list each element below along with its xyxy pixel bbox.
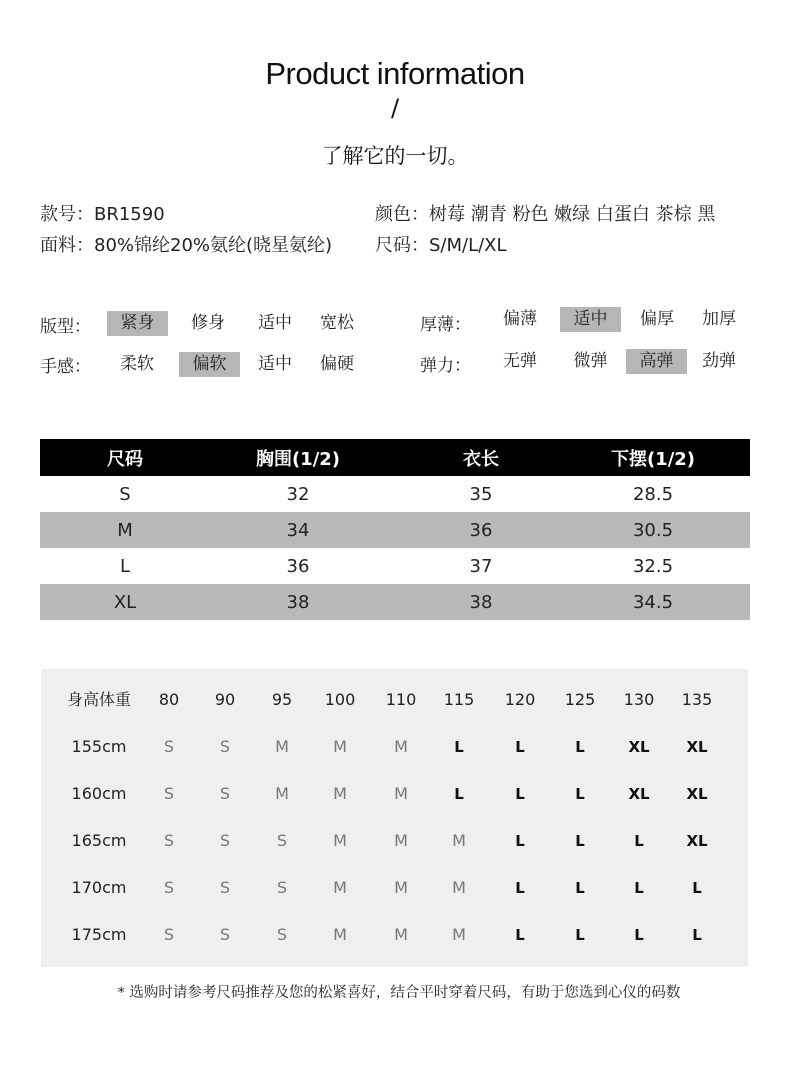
elasticity-label: 弹力： [420,356,471,376]
recommended-size: M [275,784,289,803]
recommended-size: S [163,878,175,897]
elasticity-option: 高弹 [626,349,687,374]
thickness-option: 加厚 [702,309,736,329]
recommended-size: M [452,831,466,850]
recommended-size: L [515,879,525,897]
weight-header: 90 [214,690,236,709]
recommended-size: M [452,925,466,944]
recommended-size: L [515,738,525,756]
table-row [40,512,750,548]
cell-size: L [119,555,131,577]
recommended-size: L [454,738,464,756]
recommended-size: S [276,878,288,897]
height-label: 155cm [71,737,127,756]
feel-option: 柔软 [120,354,154,374]
recommended-size: M [394,878,408,897]
header-size: 尺码 [107,448,143,470]
thickness-option: 偏厚 [640,309,674,329]
recommended-size: M [452,878,466,897]
header-hem: 下摆(1/2) [610,448,696,470]
thickness-label: 厚薄： [420,315,471,335]
weight-header: 115 [443,690,475,709]
cell-size: M [117,519,133,541]
recommended-size: S [219,878,231,897]
table-row [40,584,750,620]
weight-header: 80 [158,690,180,709]
cell-hem: 28.5 [632,483,674,505]
height-weight-label: 身高体重 [66,690,131,709]
weight-header: 100 [324,690,356,709]
recommended-size: M [394,831,408,850]
size-table-header [40,439,750,476]
header-chest: 胸围(1/2) [255,448,341,470]
feel-option: 适中 [258,354,292,374]
recommended-size: S [276,831,288,850]
recommended-size: M [333,831,347,850]
title-divider: / [390,94,400,122]
fit-option: 适中 [258,313,292,333]
recommended-size: M [333,784,347,803]
elasticity-option: 劲弹 [702,351,736,371]
recommended-size: M [333,878,347,897]
elasticity-option: 无弹 [503,351,537,371]
page-title: Product information [265,56,525,91]
recommended-size: M [333,737,347,756]
color-info: 颜色：树莓 潮青 粉色 嫩绿 白蛋白 茶棕 黑 [375,204,716,225]
height-label: 165cm [71,831,127,850]
cell-length: 37 [469,555,493,577]
table-row [41,873,748,903]
recommended-size: L [692,879,702,897]
recommended-size: L [515,832,525,850]
weight-header: 120 [504,690,536,709]
fabric-info: 面料：80%锦纶20%氨纶(晓星氨纶) [40,235,333,256]
recommended-size: S [163,737,175,756]
table-row [41,779,748,809]
recommended-size: S [219,925,231,944]
cell-hem: 32.5 [632,555,674,577]
cell-length: 36 [469,519,493,541]
recommended-size: XL [628,785,650,803]
recommended-size: L [575,785,585,803]
cell-chest: 32 [286,483,310,505]
recommended-size: S [219,831,231,850]
recommended-size: L [575,832,585,850]
elasticity-option: 微弹 [573,351,608,371]
recommended-size: S [163,784,175,803]
recommended-size: L [454,785,464,803]
cell-chest: 34 [286,519,310,541]
recommended-size: XL [686,832,708,850]
cell-size: XL [113,591,137,613]
recommended-size: L [515,785,525,803]
cell-length: 38 [469,591,493,613]
recommended-size: M [333,925,347,944]
cell-size: S [119,483,131,505]
fit-option: 修身 [191,313,225,333]
cell-length: 35 [469,483,493,505]
height-label: 170cm [71,878,127,897]
cell-hem: 34.5 [632,591,674,613]
thickness-option: 偏薄 [503,309,537,329]
size-table [40,439,750,620]
weight-header: 125 [564,690,596,709]
size-recommendation-grid [41,669,748,967]
recommended-size: L [634,926,644,944]
weight-header: 135 [681,690,713,709]
recommended-size: XL [686,785,708,803]
cell-chest: 36 [286,555,310,577]
recommended-size: L [634,832,644,850]
recommended-size: XL [686,738,708,756]
recommended-size: M [394,784,408,803]
table-row [41,826,748,856]
feel-option: 偏硬 [320,354,354,374]
footnote: * 选购时请参考尺码推荐及您的松紧喜好，结合平时穿着尺码，有助于您选到心仪的码数 [117,985,681,1001]
recommended-size: S [163,925,175,944]
style-number: 款号：BR1590 [40,204,165,225]
recommendation-header-row [41,685,748,715]
recommended-size: M [275,737,289,756]
height-label: 175cm [71,925,127,944]
table-row [40,548,750,584]
feel-option: 偏软 [179,352,240,377]
feel-label: 手感： [40,357,91,377]
table-row [40,476,750,512]
size-info: 尺码：S/M/L/XL [375,235,507,256]
weight-header: 95 [271,690,293,709]
recommended-size: L [634,879,644,897]
recommended-size: M [394,925,408,944]
cell-chest: 38 [286,591,310,613]
recommended-size: S [219,784,231,803]
recommended-size: L [692,926,702,944]
thickness-option: 适中 [560,307,621,332]
recommended-size: L [515,926,525,944]
weight-header: 110 [385,690,417,709]
recommended-size: S [219,737,231,756]
fit-option: 紧身 [107,311,168,336]
header-length: 衣长 [463,448,499,470]
weight-header: 130 [623,690,655,709]
table-row [41,920,748,950]
fit-option: 宽松 [320,313,354,333]
recommended-size: L [575,738,585,756]
page-subtitle: 了解它的一切。 [321,144,469,168]
table-row [41,732,748,762]
recommended-size: S [276,925,288,944]
fit-label: 版型： [40,317,91,337]
recommended-size: S [163,831,175,850]
recommended-size: XL [628,738,650,756]
recommended-size: M [394,737,408,756]
height-label: 160cm [71,784,127,803]
cell-hem: 30.5 [632,519,674,541]
recommended-size: L [575,926,585,944]
recommended-size: L [575,879,585,897]
